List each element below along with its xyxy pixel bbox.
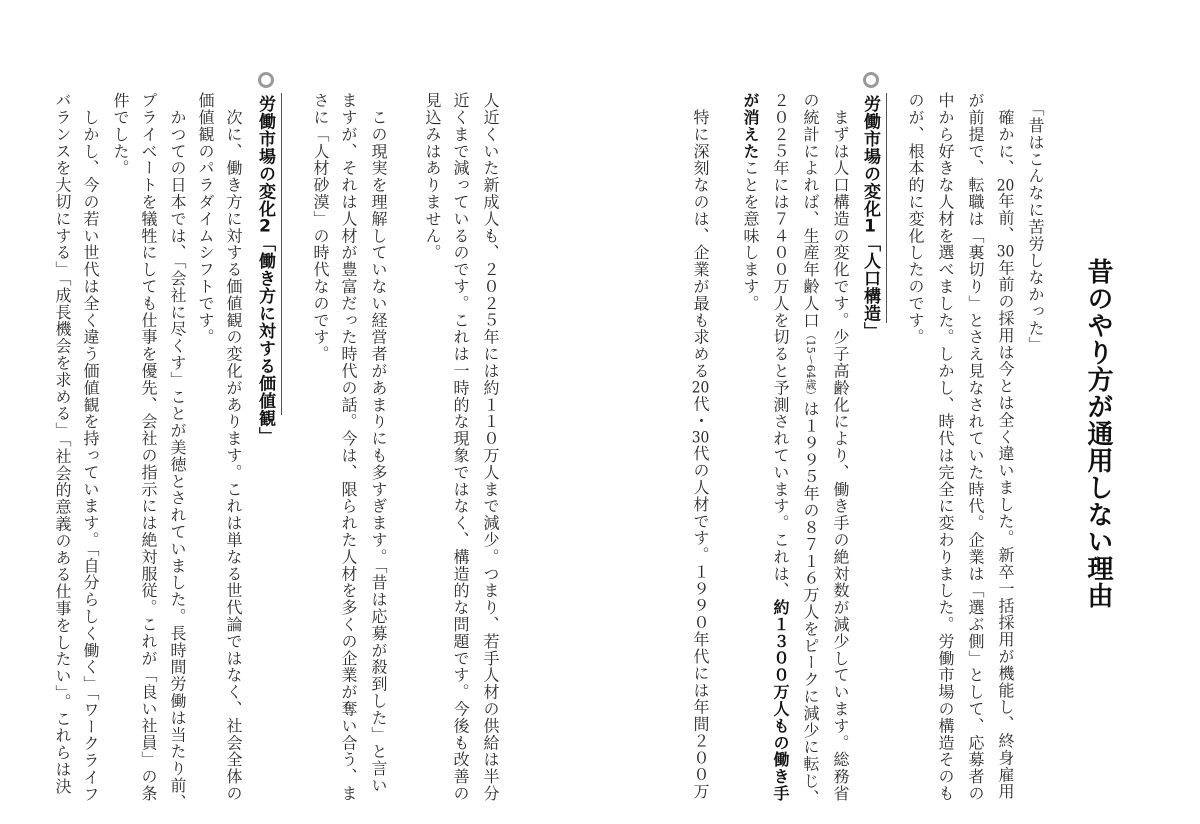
body-line: 人近くいた新成人も、２０２５年には約１１０万人まで減少。つまり、若手人材の供給は半分 <box>481 92 500 802</box>
heading-rule <box>886 93 887 323</box>
body-line: の統計によれば、生産年齢人口（15～64歳）は１９９５年の８７１６万人をピークに減少に転じ、 <box>801 92 820 807</box>
body-line: が前提で、転職は「裏切り」とさえ見なされていた時代。企業は「選ぶ側」として、応募者の <box>966 92 985 802</box>
emphasis-text: が消えた <box>741 92 760 160</box>
body-line: この現実を理解していない経営者があまりにも多すぎます。「昔は応募が殺到した」と言い <box>369 92 388 794</box>
section-heading-2: 労働市場の変化2「働き方に対する価値観」 <box>255 95 275 445</box>
body-line: 確かに、20年前、30年前の採用は今とは全く違いました。新卒一括採用が機能し、終身雇用 <box>996 92 1015 801</box>
section-heading-1: 労働市場の変化1「人口構造」 <box>860 95 880 340</box>
section-ring-icon <box>258 72 274 88</box>
quote-line: 「昔はこんなに苦労しなかった」 <box>1026 100 1045 354</box>
body-line: 中から好きな人材を選べました。しかし、時代は完全に変わりました。労働市場の構造そのも <box>936 92 955 802</box>
section-ring-icon <box>863 72 879 88</box>
body-line: 件でした。 <box>111 92 130 177</box>
body-line: かつての日本では、「会社に尽くす」ことが美徳とされていました。長時間労働は当たり前、 <box>168 92 187 811</box>
body-line: プライベートを犠牲にしても仕事を優先、会社の指示には絶対服従。これが「良い社員」の条 <box>139 92 158 802</box>
body-line: しかし、今の若い世代は全く違う価値観を持っています。「自分らしく働く」「ワークライフ <box>81 92 100 803</box>
emphasis-text: 約１３００万人もの働き手 <box>771 599 790 802</box>
body-line: 次に、働き方に対する価値観の変化があります。これは単なる世代論ではなく、社会全体の <box>224 92 243 802</box>
body-line: 見込みはありません。 <box>423 92 442 261</box>
heading-rule <box>281 93 282 415</box>
body-line: 近くまで減っているのです。これは一時的な現象ではなく、構造的な問題です。今後も改善の <box>451 92 470 802</box>
body-line: が消えたことを意味します。 <box>741 92 760 312</box>
body-line: バランスを大切にする」「成長機会を求める」「社会的意義のある仕事をしたい」。これらは決 <box>53 92 72 795</box>
body-line: まずは人口構造の変化です。少子高齢化により、働き手の絶対数が減少しています。総務省 <box>831 92 850 802</box>
body-line: ２０２５年には７４００万人を切ると予測されています。これは、約１３００万人もの働き手 <box>771 92 790 802</box>
body-line: 価値観のパラダイムシフトです。 <box>196 92 215 346</box>
body-line: 特に深刻なのは、企業が最も求める20代・30代の人材です。１９９０年代には年間２００万 <box>691 92 710 801</box>
chapter-title: 昔のやり方が通用しない理由 <box>1083 258 1113 609</box>
body-line: のが、根本的に変化したのです。 <box>906 92 925 346</box>
body-line: さに「人材砂漠」の時代なのです。 <box>311 92 330 363</box>
body-line: ますが、それは人材が豊富だった時代の話。今は、限られた人材を多くの企業が奪い合う、ま <box>339 92 358 802</box>
